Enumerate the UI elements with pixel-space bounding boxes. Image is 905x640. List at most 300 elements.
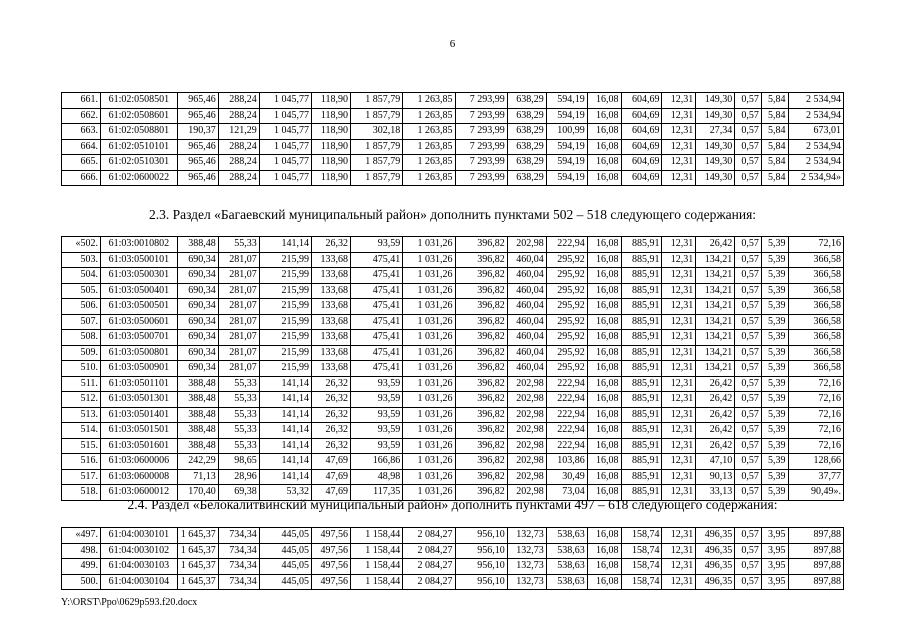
row-number-cell: 504. <box>62 268 101 284</box>
value-cell: 202,98 <box>507 454 546 470</box>
value-cell: 0,57 <box>735 252 762 268</box>
value-cell: 7 293,99 <box>455 139 507 155</box>
table-row <box>62 299 844 315</box>
value-cell: 638,29 <box>507 155 546 171</box>
value-cell: 2 534,94 <box>788 93 843 109</box>
value-cell: 190,37 <box>177 124 218 140</box>
cadastral-number-cell: 61:02:0508501 <box>100 93 177 109</box>
cadastral-number-cell: 61:02:0508801 <box>100 124 177 140</box>
value-cell: 12,31 <box>662 559 696 575</box>
value-cell: 69,38 <box>218 485 259 501</box>
value-cell: 1 645,37 <box>177 543 218 559</box>
value-cell: 1 031,26 <box>403 392 455 408</box>
value-cell: 538,63 <box>546 543 587 559</box>
value-cell: 388,48 <box>177 376 218 392</box>
value-cell: 2 084,27 <box>403 559 455 575</box>
value-cell: 5,84 <box>761 93 788 109</box>
value-cell: 496,35 <box>696 559 735 575</box>
row-number-cell: 507. <box>62 314 101 330</box>
value-cell: 288,24 <box>218 139 259 155</box>
value-cell: 5,39 <box>761 469 788 485</box>
value-cell: 7 293,99 <box>455 155 507 171</box>
cadastral-number-cell: 61:03:0501601 <box>100 438 177 454</box>
value-cell: 396,82 <box>455 438 507 454</box>
value-cell: 690,34 <box>177 299 218 315</box>
value-cell: 12,31 <box>662 139 696 155</box>
value-cell: 1 031,26 <box>403 268 455 284</box>
value-cell: 885,91 <box>621 485 662 501</box>
cadastral-number-cell: 61:03:0500101 <box>100 252 177 268</box>
value-cell: 16,08 <box>587 423 621 439</box>
value-cell: 475,41 <box>350 345 402 361</box>
value-cell: 295,92 <box>546 314 587 330</box>
value-cell: 47,69 <box>312 469 351 485</box>
value-cell: 0,57 <box>735 155 762 171</box>
value-cell: 118,90 <box>312 108 351 124</box>
value-cell: 12,31 <box>662 345 696 361</box>
value-cell: 5,39 <box>761 361 788 377</box>
value-cell: 1 158,44 <box>350 574 402 590</box>
value-cell: 2 534,94» <box>788 170 843 186</box>
value-cell: 388,48 <box>177 392 218 408</box>
value-cell: 118,90 <box>312 139 351 155</box>
value-cell: 12,31 <box>662 528 696 544</box>
value-cell: 460,04 <box>507 345 546 361</box>
value-cell: 16,08 <box>587 485 621 501</box>
value-cell: 1 045,77 <box>259 124 311 140</box>
value-cell: 134,21 <box>696 299 735 315</box>
value-cell: 734,34 <box>218 528 259 544</box>
value-cell: 475,41 <box>350 299 402 315</box>
value-cell: 690,34 <box>177 252 218 268</box>
value-cell: 604,69 <box>621 108 662 124</box>
row-number-cell: 510. <box>62 361 101 377</box>
row-number-cell: 505. <box>62 283 101 299</box>
value-cell: 103,86 <box>546 454 587 470</box>
value-cell: 366,58 <box>788 361 843 377</box>
value-cell: 149,30 <box>696 155 735 171</box>
value-cell: 5,39 <box>761 392 788 408</box>
value-cell: 26,32 <box>312 237 351 253</box>
value-cell: 121,29 <box>218 124 259 140</box>
value-cell: 1 031,26 <box>403 252 455 268</box>
value-cell: 396,82 <box>455 268 507 284</box>
value-cell: 460,04 <box>507 299 546 315</box>
value-cell: 26,42 <box>696 423 735 439</box>
cadastral-number-cell: 61:02:0510301 <box>100 155 177 171</box>
value-cell: 141,14 <box>259 376 311 392</box>
value-cell: 55,33 <box>218 376 259 392</box>
value-cell: 72,16 <box>788 237 843 253</box>
table-row <box>62 345 844 361</box>
value-cell: 93,59 <box>350 237 402 253</box>
table-row <box>62 155 844 171</box>
value-cell: 55,33 <box>218 438 259 454</box>
value-cell: 12,31 <box>662 237 696 253</box>
value-cell: 885,91 <box>621 376 662 392</box>
cadastral-number-cell: 61:03:0600012 <box>100 485 177 501</box>
value-cell: 460,04 <box>507 268 546 284</box>
value-cell: 734,34 <box>218 574 259 590</box>
section-heading-2-3: 2.3. Раздел «Багаевский муниципальный район» дополнить пунктами 502 – 518 следующего содержания: <box>148 207 757 222</box>
value-cell: 12,31 <box>662 283 696 299</box>
value-cell: 16,08 <box>587 252 621 268</box>
value-cell: 16,08 <box>587 559 621 575</box>
value-cell: 0,57 <box>735 361 762 377</box>
value-cell: 475,41 <box>350 314 402 330</box>
table-row <box>62 108 844 124</box>
value-cell: 2 084,27 <box>403 543 455 559</box>
value-cell: 0,57 <box>735 108 762 124</box>
value-cell: 141,14 <box>259 438 311 454</box>
value-cell: 0,57 <box>735 376 762 392</box>
value-cell: 12,31 <box>662 299 696 315</box>
value-cell: 71,13 <box>177 469 218 485</box>
value-cell: 885,91 <box>621 299 662 315</box>
value-cell: 26,32 <box>312 438 351 454</box>
value-cell: 202,98 <box>507 485 546 501</box>
table-row <box>62 330 844 346</box>
value-cell: 12,31 <box>662 454 696 470</box>
value-cell: 12,31 <box>662 170 696 186</box>
value-cell: 0,57 <box>735 559 762 575</box>
value-cell: 496,35 <box>696 528 735 544</box>
value-cell: 134,21 <box>696 345 735 361</box>
value-cell: 956,10 <box>455 559 507 575</box>
value-cell: 1 263,85 <box>403 124 455 140</box>
value-cell: 134,21 <box>696 252 735 268</box>
cadastral-number-cell: 61:03:0500901 <box>100 361 177 377</box>
value-cell: 638,29 <box>507 170 546 186</box>
value-cell: 396,82 <box>455 392 507 408</box>
value-cell: 72,16 <box>788 376 843 392</box>
value-cell: 16,08 <box>587 108 621 124</box>
value-cell: 222,94 <box>546 392 587 408</box>
row-number-cell: 664. <box>62 139 101 155</box>
value-cell: 12,31 <box>662 407 696 423</box>
value-cell: 956,10 <box>455 543 507 559</box>
value-cell: 604,69 <box>621 124 662 140</box>
value-cell: 16,08 <box>587 574 621 590</box>
value-cell: 133,68 <box>312 252 351 268</box>
value-cell: 885,91 <box>621 454 662 470</box>
row-number-cell: 499. <box>62 559 101 575</box>
value-cell: 47,10 <box>696 454 735 470</box>
value-cell: 7 293,99 <box>455 93 507 109</box>
value-cell: 388,48 <box>177 423 218 439</box>
cadastral-number-cell: 61:03:0600008 <box>100 469 177 485</box>
value-cell: 2 534,94 <box>788 139 843 155</box>
value-cell: 37,77 <box>788 469 843 485</box>
value-cell: 388,48 <box>177 237 218 253</box>
value-cell: 132,73 <box>507 543 546 559</box>
value-cell: 5,39 <box>761 283 788 299</box>
row-number-cell: 663. <box>62 124 101 140</box>
value-cell: 594,19 <box>546 93 587 109</box>
value-cell: 594,19 <box>546 139 587 155</box>
value-cell: 26,42 <box>696 438 735 454</box>
value-cell: 26,42 <box>696 407 735 423</box>
value-cell: 202,98 <box>507 376 546 392</box>
value-cell: 26,32 <box>312 423 351 439</box>
value-cell: 396,82 <box>455 469 507 485</box>
value-cell: 0,57 <box>735 268 762 284</box>
value-cell: 295,92 <box>546 330 587 346</box>
value-cell: 604,69 <box>621 139 662 155</box>
value-cell: 288,24 <box>218 108 259 124</box>
value-cell: 396,82 <box>455 361 507 377</box>
value-cell: 1 045,77 <box>259 155 311 171</box>
value-cell: 16,08 <box>587 314 621 330</box>
value-cell: 16,08 <box>587 155 621 171</box>
cadastral-number-cell: 61:03:0500401 <box>100 283 177 299</box>
value-cell: 133,68 <box>312 299 351 315</box>
value-cell: 1 045,77 <box>259 108 311 124</box>
value-cell: 0,57 <box>735 345 762 361</box>
value-cell: 281,07 <box>218 314 259 330</box>
value-cell: 12,31 <box>662 268 696 284</box>
value-cell: 222,94 <box>546 423 587 439</box>
value-cell: 202,98 <box>507 438 546 454</box>
row-number-cell: 665. <box>62 155 101 171</box>
value-cell: 16,08 <box>587 345 621 361</box>
value-cell: 72,16 <box>788 438 843 454</box>
value-cell: 158,74 <box>621 543 662 559</box>
value-cell: 26,42 <box>696 392 735 408</box>
table-row <box>62 170 844 186</box>
value-cell: 133,68 <box>312 330 351 346</box>
value-cell: 16,08 <box>587 170 621 186</box>
value-cell: 242,29 <box>177 454 218 470</box>
value-cell: 202,98 <box>507 423 546 439</box>
table-row <box>62 237 844 253</box>
value-cell: 295,92 <box>546 252 587 268</box>
value-cell: 202,98 <box>507 407 546 423</box>
value-cell: 55,33 <box>218 392 259 408</box>
table-row <box>62 283 844 299</box>
value-cell: 396,82 <box>455 454 507 470</box>
value-cell: 0,57 <box>735 543 762 559</box>
value-cell: 0,57 <box>735 438 762 454</box>
cadastral-number-cell: 61:03:0600006 <box>100 454 177 470</box>
cadastral-number-cell: 61:02:0600022 <box>100 170 177 186</box>
value-cell: 885,91 <box>621 314 662 330</box>
value-cell: 133,68 <box>312 268 351 284</box>
value-cell: 55,33 <box>218 407 259 423</box>
value-cell: 396,82 <box>455 299 507 315</box>
value-cell: 12,31 <box>662 469 696 485</box>
value-cell: 215,99 <box>259 283 311 299</box>
value-cell: 673,01 <box>788 124 843 140</box>
cadastral-number-cell: 61:03:0010802 <box>100 237 177 253</box>
value-cell: 295,92 <box>546 283 587 299</box>
value-cell: 118,90 <box>312 170 351 186</box>
value-cell: 128,66 <box>788 454 843 470</box>
value-cell: 26,42 <box>696 237 735 253</box>
cadastral-number-cell: 61:03:0501101 <box>100 376 177 392</box>
table-row <box>62 139 844 155</box>
value-cell: 141,14 <box>259 407 311 423</box>
value-cell: 134,21 <box>696 361 735 377</box>
value-cell: 302,18 <box>350 124 402 140</box>
value-cell: 0,57 <box>735 407 762 423</box>
row-number-cell: 509. <box>62 345 101 361</box>
value-cell: 965,46 <box>177 139 218 155</box>
value-cell: 1 645,37 <box>177 559 218 575</box>
value-cell: 885,91 <box>621 423 662 439</box>
value-cell: 141,14 <box>259 469 311 485</box>
value-cell: 1 031,26 <box>403 314 455 330</box>
value-cell: 1 263,85 <box>403 170 455 186</box>
value-cell: 897,88 <box>788 528 843 544</box>
row-number-cell: 511. <box>62 376 101 392</box>
value-cell: 118,90 <box>312 155 351 171</box>
value-cell: 12,31 <box>662 376 696 392</box>
table-row <box>62 392 844 408</box>
value-cell: 12,31 <box>662 314 696 330</box>
value-cell: 72,16 <box>788 423 843 439</box>
value-cell: 690,34 <box>177 268 218 284</box>
value-cell: 366,58 <box>788 283 843 299</box>
table-row <box>62 438 844 454</box>
value-cell: 497,56 <box>312 528 351 544</box>
value-cell: 396,82 <box>455 423 507 439</box>
value-cell: 475,41 <box>350 252 402 268</box>
value-cell: 12,31 <box>662 423 696 439</box>
value-cell: 16,08 <box>587 283 621 299</box>
value-cell: 222,94 <box>546 376 587 392</box>
value-cell: 965,46 <box>177 93 218 109</box>
value-cell: 5,39 <box>761 268 788 284</box>
value-cell: 93,59 <box>350 438 402 454</box>
value-cell: 141,14 <box>259 423 311 439</box>
value-cell: 133,68 <box>312 345 351 361</box>
value-cell: 1 031,26 <box>403 361 455 377</box>
value-cell: 1 031,26 <box>403 376 455 392</box>
value-cell: 12,31 <box>662 108 696 124</box>
value-cell: 885,91 <box>621 361 662 377</box>
value-cell: 1 031,26 <box>403 469 455 485</box>
value-cell: 1 857,79 <box>350 170 402 186</box>
value-cell: 396,82 <box>455 376 507 392</box>
row-number-cell: 514. <box>62 423 101 439</box>
value-cell: 12,31 <box>662 543 696 559</box>
value-cell: 16,08 <box>587 528 621 544</box>
value-cell: 1 031,26 <box>403 438 455 454</box>
value-cell: 690,34 <box>177 330 218 346</box>
value-cell: 475,41 <box>350 268 402 284</box>
value-cell: 460,04 <box>507 330 546 346</box>
value-cell: 885,91 <box>621 283 662 299</box>
value-cell: 0,57 <box>735 299 762 315</box>
cadastral-number-cell: 61:03:0500601 <box>100 314 177 330</box>
value-cell: 496,35 <box>696 574 735 590</box>
value-cell: 16,08 <box>587 139 621 155</box>
value-cell: 690,34 <box>177 283 218 299</box>
value-cell: 965,46 <box>177 108 218 124</box>
cadastral-number-cell: 61:02:0508601 <box>100 108 177 124</box>
value-cell: 281,07 <box>218 330 259 346</box>
value-cell: 12,31 <box>662 252 696 268</box>
row-number-cell: 503. <box>62 252 101 268</box>
value-cell: 26,42 <box>696 376 735 392</box>
value-cell: 460,04 <box>507 283 546 299</box>
page-number: 6 <box>449 38 456 50</box>
value-cell: 93,59 <box>350 392 402 408</box>
value-cell: 0,57 <box>735 139 762 155</box>
value-cell: 93,59 <box>350 407 402 423</box>
value-cell: 215,99 <box>259 345 311 361</box>
value-cell: 604,69 <box>621 93 662 109</box>
value-cell: 690,34 <box>177 345 218 361</box>
section-heading-2-4: 2.4. Раздел «Белокалитвинский муниципальный район» дополнить пунктами 497 – 618 следующего содержания: <box>127 497 778 512</box>
value-cell: 396,82 <box>455 407 507 423</box>
value-cell: 98,65 <box>218 454 259 470</box>
table-section-2-2 <box>61 92 844 186</box>
value-cell: 295,92 <box>546 299 587 315</box>
value-cell: 885,91 <box>621 237 662 253</box>
value-cell: 0,57 <box>735 93 762 109</box>
row-number-cell: 500. <box>62 574 101 590</box>
cadastral-number-cell: 61:03:0500501 <box>100 299 177 315</box>
value-cell: 475,41 <box>350 330 402 346</box>
value-cell: 222,94 <box>546 407 587 423</box>
table-row <box>62 376 844 392</box>
value-cell: 288,24 <box>218 170 259 186</box>
value-cell: 366,58 <box>788 268 843 284</box>
value-cell: 132,73 <box>507 574 546 590</box>
value-cell: 0,57 <box>735 574 762 590</box>
value-cell: 0,57 <box>735 170 762 186</box>
value-cell: 202,98 <box>507 469 546 485</box>
value-cell: 885,91 <box>621 345 662 361</box>
row-number-cell: 516. <box>62 454 101 470</box>
row-number-cell: 666. <box>62 170 101 186</box>
value-cell: 1 031,26 <box>403 423 455 439</box>
value-cell: 460,04 <box>507 252 546 268</box>
value-cell: 149,30 <box>696 108 735 124</box>
value-cell: 885,91 <box>621 392 662 408</box>
value-cell: 117,35 <box>350 485 402 501</box>
value-cell: 141,14 <box>259 392 311 408</box>
table-row <box>62 314 844 330</box>
cadastral-number-cell: 61:04:0030103 <box>100 559 177 575</box>
value-cell: 965,46 <box>177 155 218 171</box>
value-cell: 133,68 <box>312 314 351 330</box>
value-cell: 295,92 <box>546 361 587 377</box>
value-cell: 445,05 <box>259 543 311 559</box>
value-cell: 5,39 <box>761 252 788 268</box>
value-cell: 956,10 <box>455 528 507 544</box>
value-cell: 16,08 <box>587 124 621 140</box>
value-cell: 497,56 <box>312 559 351 575</box>
value-cell: 604,69 <box>621 155 662 171</box>
value-cell: 594,19 <box>546 108 587 124</box>
value-cell: 445,05 <box>259 559 311 575</box>
value-cell: 396,82 <box>455 330 507 346</box>
value-cell: 0,57 <box>735 124 762 140</box>
value-cell: 0,57 <box>735 485 762 501</box>
value-cell: 55,33 <box>218 237 259 253</box>
value-cell: 445,05 <box>259 528 311 544</box>
value-cell: 885,91 <box>621 407 662 423</box>
value-cell: 132,73 <box>507 528 546 544</box>
value-cell: 5,84 <box>761 124 788 140</box>
value-cell: 2 084,27 <box>403 528 455 544</box>
row-number-cell: 661. <box>62 93 101 109</box>
value-cell: 215,99 <box>259 252 311 268</box>
value-cell: 3,95 <box>761 528 788 544</box>
